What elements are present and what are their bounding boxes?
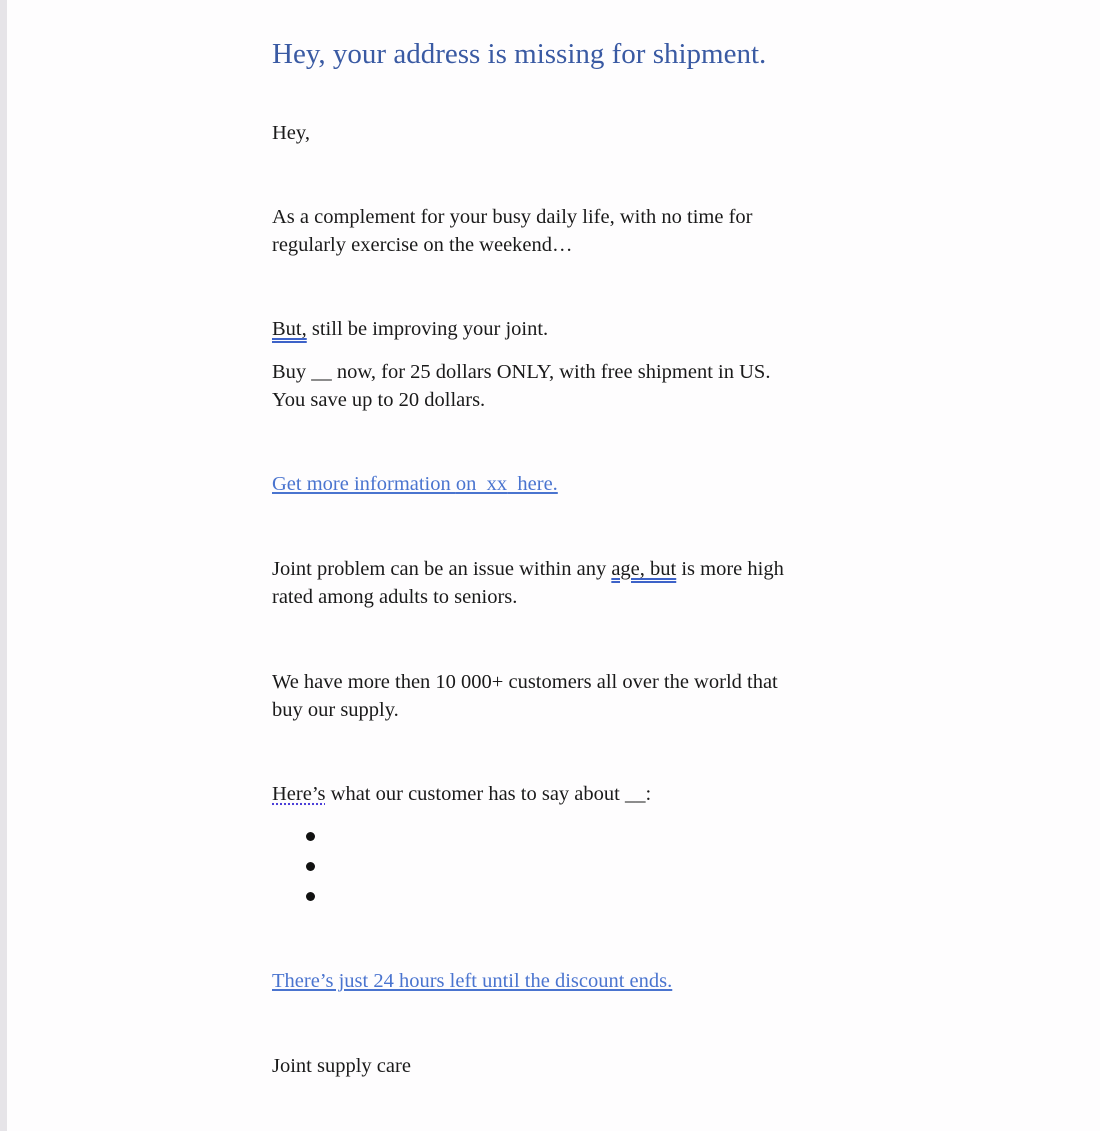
info-link-text-1[interactable]: Get more information [272, 473, 456, 495]
left-margin-gutter [0, 0, 7, 1131]
but-paragraph [272, 316, 548, 344]
document-title: Hey, your address is missing for shipment. [272, 38, 767, 70]
intro-line-1: As a complement for your busy daily life, with no time for [272, 206, 753, 228]
bullet-icon [306, 832, 315, 841]
joint-line-1-a: Joint problem can be an issue within any [272, 558, 612, 580]
customers-line-1: We have more then 10 000+ customers all over the world that [272, 671, 778, 693]
intro-line-2: regularly exercise on the weekend… [272, 233, 573, 256]
offer-paragraph [272, 359, 770, 414]
offer-line-2: You save up to 20 dollars. [272, 388, 486, 411]
style-flag-heres[interactable]: Here’s [272, 783, 326, 805]
greeting: Hey, [272, 122, 310, 144]
intro-paragraph [272, 204, 753, 259]
signature: Joint supply care [272, 1055, 411, 1077]
testimonial-rest: what our customer has to say about __: [325, 783, 652, 805]
info-link-text-3[interactable]: here. [507, 473, 558, 495]
customers-line-2: buy our supply. [272, 698, 399, 721]
bullet-icon [306, 862, 315, 871]
joint-line-1 [272, 556, 784, 584]
offer-line-1: Buy __ now, for 25 dollars ONLY, with free shipment in US. [272, 361, 771, 383]
joint-line-1-c: is more high [676, 558, 784, 580]
grammar-flag-age-but[interactable]: age, but [611, 558, 677, 580]
deadline-paragraph [272, 968, 672, 996]
info-link-paragraph [272, 471, 558, 499]
joint-problem-paragraph [272, 556, 784, 611]
joint-line-2: rated among adults to seniors. [272, 585, 518, 608]
bullet-icon [306, 892, 315, 901]
testimonial-intro [272, 781, 651, 809]
info-link-text-2[interactable]: on xx [455, 473, 508, 495]
customers-paragraph [272, 669, 778, 724]
info-link[interactable] [272, 473, 558, 495]
grammar-flag-but[interactable]: But, [272, 318, 307, 340]
deadline-link[interactable]: There’s just 24 hours left until the discount ends. [272, 970, 673, 992]
but-rest: still be improving your joint. [306, 318, 549, 340]
